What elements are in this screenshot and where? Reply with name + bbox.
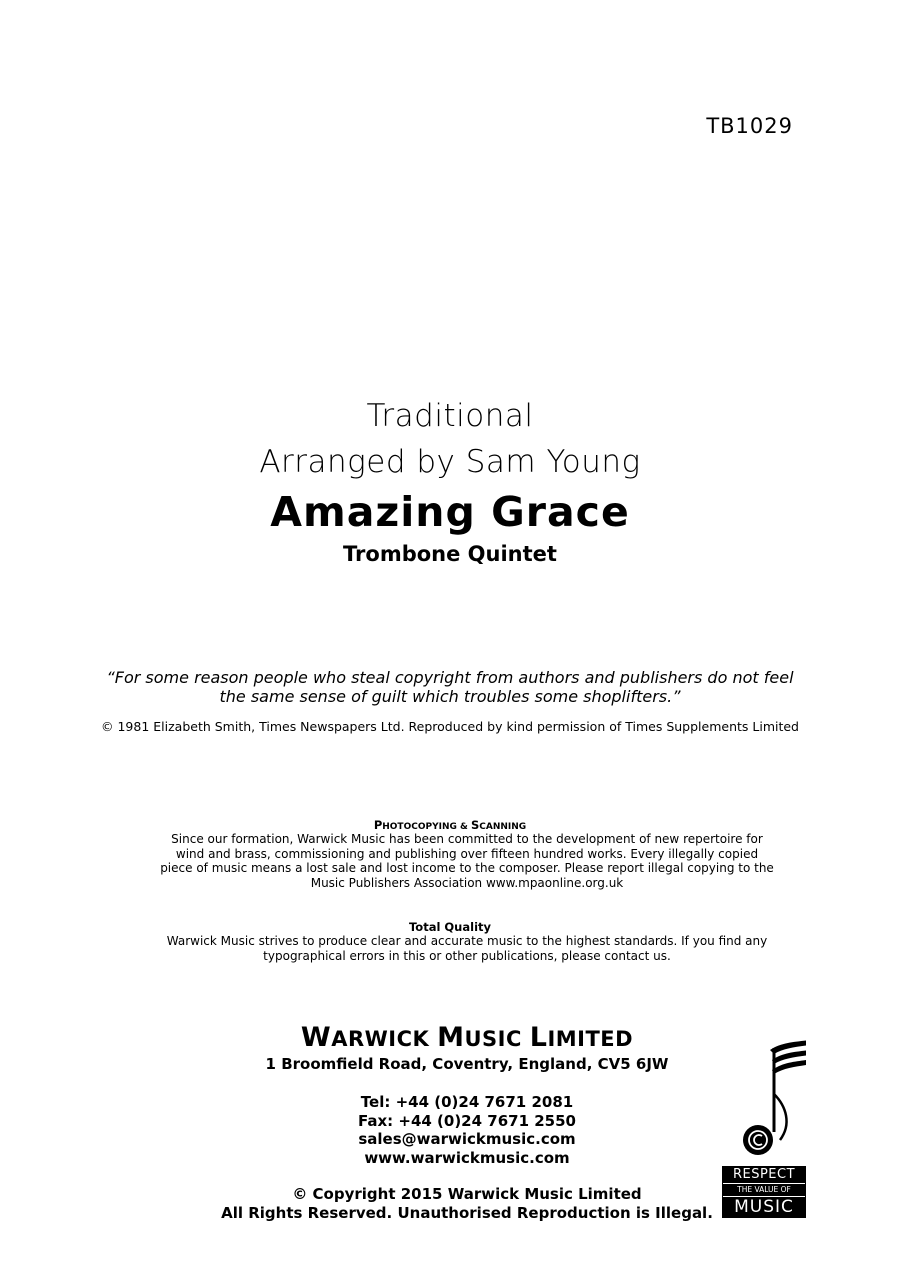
photocopying-heading bbox=[0, 818, 900, 832]
contact-block bbox=[200, 1093, 734, 1167]
website-link[interactable]: www.warwickmusic.com bbox=[364, 1148, 570, 1167]
arranger: Arranged by Sam Young bbox=[259, 444, 641, 480]
composer: Traditional bbox=[366, 398, 534, 434]
publisher-address: 1 Broomfield Road, Coventry, England, CV5 6JW bbox=[265, 1055, 669, 1073]
fax: Fax: +44 (0)24 7671 2550 bbox=[357, 1111, 576, 1130]
publisher-name bbox=[200, 1022, 734, 1053]
copyright-quote bbox=[0, 668, 900, 706]
photocopying-body: Since our formation, Warwick Music has been committed to the development of new repertoire for wind and brass, commissioning and publishing over fifteen hundred works. Every illegally copied piece of music means a lost sale and lost income to the composer. Please report illegal copying to the Music Publishers Association www.mpaonline.org.uk bbox=[160, 832, 774, 891]
copyright-line: © Copyright 2015 Warwick Music Limited bbox=[292, 1185, 642, 1203]
name-part: IMITED bbox=[547, 1027, 634, 1051]
name-part: ARWICK bbox=[331, 1027, 438, 1051]
respect-music-logo bbox=[722, 1036, 806, 1218]
name-letter: L bbox=[529, 1022, 548, 1053]
logo-music: MUSIC bbox=[723, 1197, 805, 1217]
catalog-number: TB1029 bbox=[706, 114, 793, 138]
name-part: USIC bbox=[464, 1027, 530, 1051]
heading-letter: P bbox=[373, 818, 383, 832]
name-letter: W bbox=[300, 1022, 332, 1053]
ensemble-subtitle: Trombone Quintet bbox=[343, 542, 557, 566]
email-link[interactable]: sales@warwickmusic.com bbox=[358, 1130, 576, 1148]
logo-text-box bbox=[722, 1166, 806, 1218]
telephone: Tel: +44 (0)24 7671 2081 bbox=[360, 1093, 574, 1111]
copyright-notice bbox=[200, 1185, 734, 1222]
heading-part: CANNING bbox=[479, 822, 527, 832]
music-note-copyright-icon bbox=[722, 1036, 806, 1158]
total-quality-heading: Total Quality bbox=[408, 920, 492, 934]
rights-line: All Rights Reserved. Unauthorised Reproduction is Illegal. bbox=[221, 1203, 713, 1222]
name-letter: M bbox=[437, 1022, 465, 1053]
logo-respect: RESPECT bbox=[723, 1167, 805, 1183]
total-quality-body: Warwick Music strives to produce clear and accurate music to the highest standards. If you find any typographical errors in this or other publications, please contact us. bbox=[166, 934, 768, 963]
quote-credit: © 1981 Elizabeth Smith, Times Newspapers Ltd. Reproduced by kind permission of Times Supplements Limited bbox=[101, 719, 799, 734]
logo-value-of: THE VALUE OF bbox=[723, 1183, 805, 1197]
quote-line-1: “For some reason people who steal copyright from authors and publishers do not feel bbox=[106, 668, 794, 687]
piece-title: Amazing Grace bbox=[270, 488, 630, 536]
quote-line-2: the same sense of guilt which troubles some shoplifters.” bbox=[219, 687, 681, 706]
heading-letter: S bbox=[470, 818, 480, 832]
heading-part: HOTOCOPYING & bbox=[382, 822, 471, 832]
